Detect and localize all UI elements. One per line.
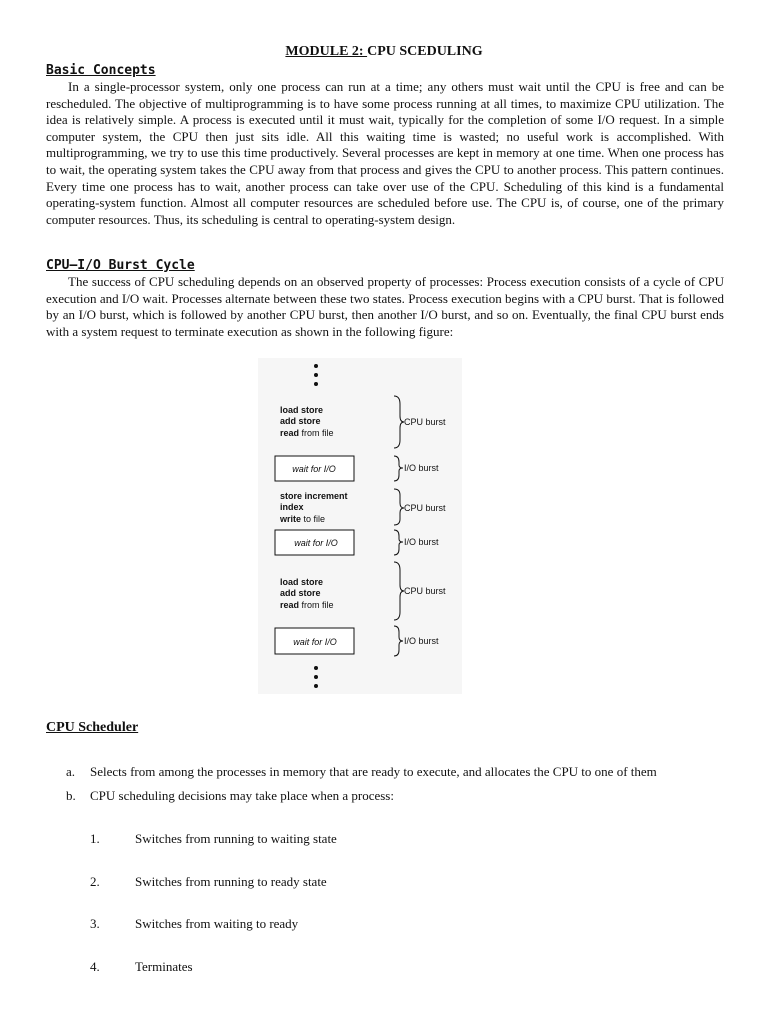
brace-io-2 — [394, 530, 403, 555]
label-io-burst-1: I/O burst — [404, 463, 439, 473]
burst-diagram — [258, 358, 462, 694]
brace-cpu-1 — [394, 396, 404, 448]
numbered-marker: 1. — [90, 831, 100, 846]
fig-block2-line3: write to file — [280, 514, 326, 524]
numbered-marker: 4. — [90, 959, 100, 974]
fig-block1-line2: add store — [280, 416, 321, 426]
label-cpu-burst-1: CPU burst — [404, 417, 446, 427]
wait-label-1: wait for I/O — [292, 464, 336, 474]
burst-cycle-paragraph: The success of CPU scheduling depends on an observed property of processes: Process execution consists of a cycle of CPU execution and I/O wait. Processes alternate between these two states. Process execution begins with a CPU burst. That is followed by an I/O burst, which is followed by another CPU burst, then another I/O burst, and so on. Eventually, the final CPU burst ends with a system request to terminate execution as shown in the following figure: — [46, 274, 724, 339]
numbered-marker: 2. — [90, 874, 100, 889]
title-prefix: MODULE 2: — [285, 44, 368, 59]
burst-cycle-heading: CPU–I/O Burst Cycle — [46, 258, 195, 273]
list-text: CPU scheduling decisions may take place when a process: — [90, 788, 394, 803]
page-title — [0, 44, 768, 60]
fig-block3-line2: add store — [280, 588, 321, 598]
fig-block1-line3: read from file — [280, 428, 334, 438]
basic-concepts-paragraph: In a single-processor system, only one process can run at a time; any others must wait until the CPU is free and can be rescheduled. The objective of multiprogramming is to have some process running at all times, to maximize CPU utilization. The idea is relatively simple. A process is executed until it must wait, typically for the completion of some I/O request. In a simple computer system, the CPU then just sits idle. All this waiting time is wasted; no useful work is accomplished. With multiprogramming, we try to use this time productively. Several processes are kept in memory at one time. When one process has to wait, the operating system takes the CPU away from that process and gives the CPU to another process. This pattern continues. Every time one process has to wait, another process can take over use of the CPU. Scheduling of this kind is a fundamental operating-system function. Almost all computer resources are scheduled before use. The CPU is, of course, one of the primary computer resources. Thus, its scheduling is central to operating-system design. — [46, 79, 724, 227]
cpu-io-burst-figure — [258, 358, 462, 694]
list-marker: a. — [66, 764, 76, 779]
title-rest: CPU SCEDULING — [367, 44, 483, 59]
label-cpu-burst-3: CPU burst — [404, 586, 446, 596]
numbered-text: Switches from running to ready state — [135, 874, 327, 889]
wait-label-3: wait for I/O — [293, 637, 337, 647]
numbered-text: Switches from running to waiting state — [135, 831, 337, 846]
brace-io-1 — [394, 456, 403, 481]
fig-block1-line1: load store — [280, 405, 324, 415]
basic-concepts-heading: Basic Concepts — [46, 63, 156, 78]
burst-braces — [394, 396, 404, 656]
fig-block3-line3: read from file — [280, 600, 334, 610]
label-cpu-burst-2: CPU burst — [404, 503, 446, 513]
continuation-dots-bottom — [314, 666, 318, 688]
list-marker: b. — [66, 788, 76, 803]
brace-io-3 — [394, 626, 403, 656]
list-text: Selects from among the processes in memory that are ready to execute, and allocates the CPU to one of them — [90, 764, 657, 779]
numbered-text: Terminates — [135, 959, 193, 974]
numbered-marker: 3. — [90, 916, 100, 931]
label-io-burst-3: I/O burst — [404, 636, 439, 646]
fig-block3-line1: load store — [280, 577, 324, 587]
fig-block2-line2: index — [280, 502, 304, 512]
brace-cpu-2 — [394, 489, 404, 525]
fig-block2-line1: store increment — [280, 491, 348, 501]
label-io-burst-2: I/O burst — [404, 537, 439, 547]
continuation-dots-top — [314, 364, 318, 386]
cpu-scheduler-heading: CPU Scheduler — [46, 720, 139, 735]
numbered-text: Switches from waiting to ready — [135, 916, 299, 931]
brace-cpu-3 — [394, 562, 404, 620]
wait-label-2: wait for I/O — [294, 538, 338, 548]
